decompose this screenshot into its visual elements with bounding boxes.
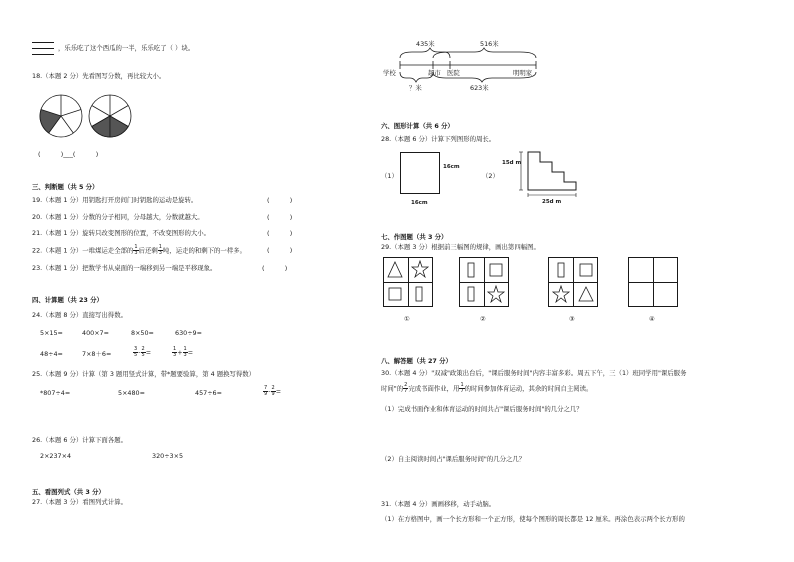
q25-text: 25.（本题 9 分）计算（第 3 题用竖式计算，带*题要验算，第 4 题换写得数） [32,370,256,378]
dist-place-supermarket: 超市 [428,69,441,77]
q24-r2c2: 7×8＋6= [82,350,112,358]
section7-title: 七、作图题（共 3 分） [381,233,448,241]
q25-d: $\frac{7}{9}$ - $\frac{2}{9}$ = [264,385,282,397]
q25-b: 5×480= [118,389,145,397]
square-icon [389,288,401,300]
q18-text: 18.（本题 2 分）先看图写分数，再比较大小。 [32,72,166,80]
star-icon [488,286,504,302]
triangle-icon [388,262,402,277]
q30-line2: 时间"的 $\frac{2}{7}$ 完成书面作业，用 $\frac{1}{7}$ 的时间参加体育运动，其余的时间自主阅读。 [381,382,593,394]
q18-compare: ( )___( ) [38,150,99,158]
q24-r1c4: 630÷9= [175,329,202,337]
q24-r1c3: 8×50= [131,329,154,337]
q24-r2c1: 48÷4= [40,350,63,358]
q26-b: 320÷3×5 [152,452,184,460]
pattern-label-3: ③ [569,315,575,323]
q29-text: 29.（本题 3 分）根据前三幅图的规律，画出第四幅图。 [381,243,540,251]
q20-text: 20.（本题 1 分）分数的分子相同，分母越大，分数就越大。 [32,213,204,221]
fig2-bottom-label: 25d m [542,199,562,205]
q26-text: 26.（本题 6 分）计算下面各题。 [32,436,127,444]
dist-place-school: 学校 [383,69,396,77]
pattern-label-2: ② [480,315,486,323]
q24-r2c3: $\frac{3}{5}$ - $\frac{2}{5}$ = [134,346,152,358]
q21-text: 21.（本题 1 分）旋转只改变图形的位置，不改变图形的大小。 [32,229,211,237]
pattern-label-1: ① [404,315,410,323]
rectangle-icon [558,263,564,277]
q22-paren: ( ) [267,246,293,254]
star-icon [553,286,569,302]
section4-title: 四、计算题（共 23 分） [32,296,103,304]
rectangle-icon [416,287,422,301]
q30-part1: （1）完成书面作业和体育运动的时间共占"课后服务时间"的几分之几？ [381,405,583,413]
q30-part2: （2）自主阅读时间占"课后服务时间"的几分之几？ [381,455,526,463]
dist-place-home: 明明家 [513,69,533,77]
q20-paren: ( ) [267,213,293,221]
fig1-side-label: 16cm [443,164,460,170]
q22-a: 22.（本题 1 分）一堆煤运走全部的 [32,246,134,255]
q26-a: 2×237×4 [40,452,72,460]
star-icon [412,261,428,277]
q30-line1: 30.（本题 4 分）"双减"政策出台后，"课后服务时间"内容丰富多彩。周五下午，三（1）班同学用"课后服务 [381,369,687,377]
section6-title: 六、图形计算（共 6 分） [381,122,454,130]
section8-title: 八、解答题（共 27 分） [381,357,452,365]
square-icon [580,264,592,276]
fraction-1-3: $\frac{1}{3}$ [134,244,138,256]
section3-title: 三、判断题（共 5 分） [32,183,99,191]
fig2-number: （2） [482,172,499,180]
q24-text: 24.（本题 8 分）直接写出得数。 [32,311,127,319]
q25-a: *807÷4= [40,389,71,397]
q22-c: 吨，运走的和剩下的一样多。 [162,246,246,255]
rectangle-icon [468,263,474,277]
q19-text: 19.（本题 1 分）用钥匙打开房间门时钥匙的运动是旋转。 [32,196,198,204]
triangle-icon [579,287,593,301]
rectangle-icon [468,287,474,301]
fraction-1-3-b: $\frac{1}{3}$ [158,244,162,256]
q22-b: 后还剩 [138,246,158,255]
fig1-number: （1） [381,172,398,180]
q17-text: ，乐乐吃了这个西瓜的一半，乐乐吃了（ ）块。 [58,44,195,52]
dist-place-hospital: 医院 [447,69,460,77]
q31-text: 31.（本题 4 分）画画移移，动手动脑。 [381,500,496,508]
square-icon [490,264,502,276]
q24-r2c4: $\frac{1}{3}$ + $\frac{1}{3}$ = [173,346,194,358]
section5-title: 五、看图列式（共 3 分） [32,488,105,496]
q28-text: 28.（本题 6 分）计算下列图形的周长。 [381,135,496,143]
pattern-label-4: ④ [649,315,655,323]
q23-paren: ( ) [262,264,288,272]
dist-top-2: 516米 [480,40,499,48]
q31-part1: （1）在方格图中，画一个长方形和一个正方形，使每个图形的周长都是 12 厘米。再涂色表示两个长方形的 [381,515,685,523]
q24-r1c1: 5×15= [40,329,63,337]
fig1-bottom-label: 16cm [411,200,428,206]
q25-c: 457÷6= [195,389,222,397]
fig2-side-label: 15d m [502,160,522,166]
dist-bot-1: ？米 [409,84,422,92]
q19-paren: ( ) [267,196,293,204]
dist-top-1: 435米 [416,40,435,48]
q24-r1c2: 400×7= [82,329,109,337]
q21-paren: ( ) [267,229,293,237]
q23-text: 23.（本题 1 分）把数学书从桌面的一端移到另一端是平移现象。 [32,264,217,272]
dist-bot-2: 623米 [470,84,489,92]
q27-text: 27.（本题 3 分）看图列式计算。 [32,498,127,506]
